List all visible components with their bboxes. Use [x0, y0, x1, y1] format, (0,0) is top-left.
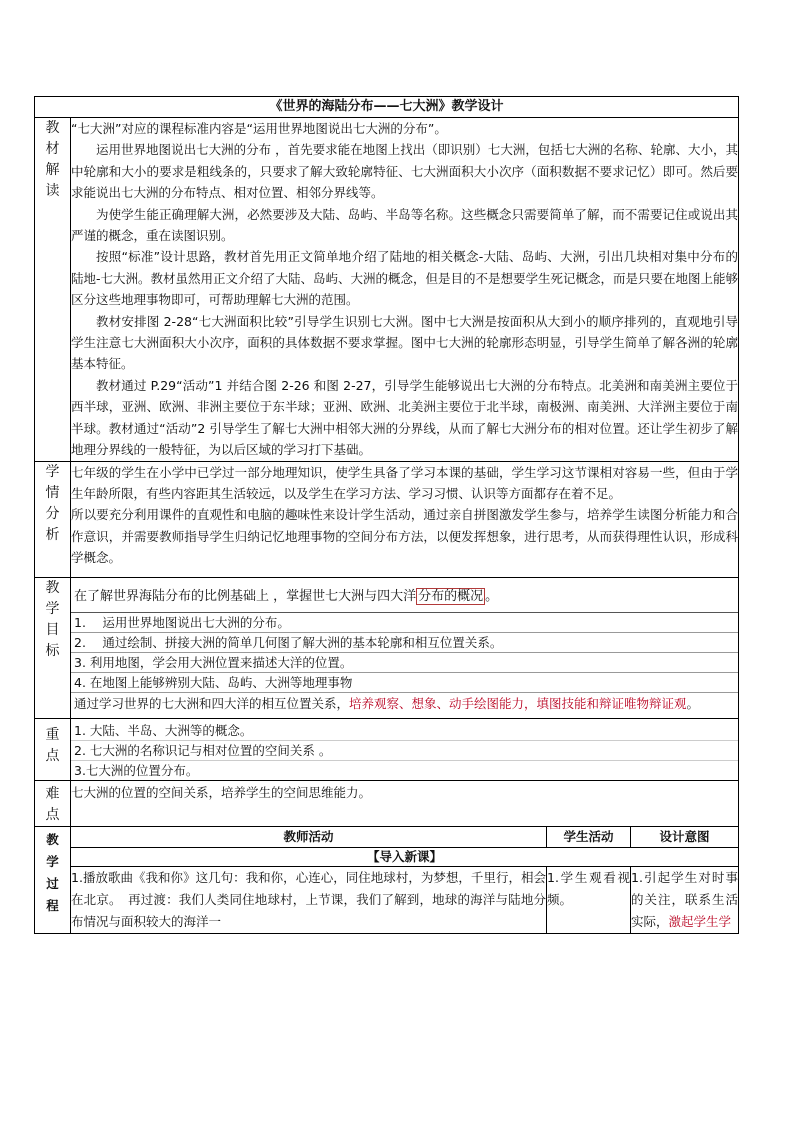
paragraph: 所以要充分利用课件的直观性和电脑的趣味性来设计学生活动，通过亲自拼图激发学生参与，培养学生读图分析能力和合作意识，并需要教师指导学生归纳记忆地理事物的空间分布方法，以便发挥想象，进行思考，从而获得理性认识，形成科学概念。 [71, 507, 739, 566]
key-points-label: 重 点 [35, 718, 71, 780]
textbook-analysis-content [71, 118, 739, 462]
process-label: 教 学 过 程 [35, 826, 71, 933]
paragraph: 教材通过 P.29“活动”1 并结合图 2-26 和图 2-27，引导学生能够说出七大洲的分布特点。北美洲和南美洲主要位于西半球，亚洲、欧洲、非洲主要位于东半球；亚洲、欧洲、北美洲主要位于北半球，南极洲、南美洲、大洋洲主要位于南半球。教材通过“活动”2 引导学生了解七大洲中相邻大洲的分界线，从而了解七大洲分布的相对位置。还让学生初步了解地理分界线的一般特征，为以后区域的学习打下基础。 [71, 377, 739, 458]
student-analysis-label: 学 情 分 析 [35, 461, 71, 577]
lesson-plan-table [34, 96, 739, 934]
paragraph: 七年级的学生在小学中已学过一部分地理知识，使学生具备了学习本课的基础，学生学习这节课相对容易一些，但由于学生年龄所限，有些内容距其生活较远，以及学生在学习方法、学习习惯、认识等方面都存在着不足。 [71, 464, 739, 501]
teacher-activity-cell: 1.播放歌曲《我和你》这几句：我和你，心连心，同住地球村，为梦想，千里行，相会在北京。 再过渡：我们人类同住地球村，上节课，我们了解到，地球的海洋与陆地分布情况与面积较大的海洋一 [71, 866, 547, 933]
key-points-content [71, 718, 739, 780]
objectives-label: 教 学 目 标 [35, 577, 71, 718]
student-analysis-row [35, 461, 739, 577]
textbook-analysis-label: 教 材 解 读 [35, 118, 71, 462]
objective-item: 3. 利用地图，学会用大洲位置来描述大洋的位置。 [71, 653, 738, 673]
ability-objective: 通过学习世界的七大洲和四大洋的相互位置关系，培养观察、想象、动手绘图能力，填图技能和辩证唯物辩证观。 [71, 692, 738, 714]
student-activity-cell: 1.学生观看视频。 [547, 866, 631, 933]
design-intent-cell: 1.引起学生对时事的关注，联系生活实际，激起学生学 [631, 866, 739, 933]
lesson-plan-page [34, 96, 737, 934]
intro-title: 【导入新课】 [71, 847, 739, 866]
title-row [35, 97, 739, 118]
objective-lead: 在了解世界海陆分布的比例基础上 ，掌握世七大洲与四大洋 分布的概况 。 [74, 588, 499, 604]
objective-list [71, 612, 738, 692]
paragraph: 运用世界地图说出七大洲的分布 ，首先要求能在地图上找出（即识别）七大洲，包括七大洲的名称、轮廓、大小，其中轮廓和大小的要求是粗线条的，只要求了解大致轮廓特征、七大洲面积大小次序（面积数据不要求记忆）即可。然后要求能说出七大洲的分布特点、相对位置、相邻分界线等。 [71, 142, 739, 201]
document-title: 《世界的海陆分布——七大洲》教学设计 [35, 97, 739, 118]
difficulties-label: 难 点 [35, 780, 71, 826]
key-point-item: 3.七大洲的位置分布。 [74, 762, 199, 778]
difficulties-content: 七大洲的位置的空间关系，培养学生的空间思维能力。 [71, 780, 739, 826]
intro-row [35, 847, 739, 866]
key-point-item: 1. 大陆、半岛、大洲等的概念。 [71, 721, 738, 741]
paragraph: 为使学生能正确理解大洲，必然要涉及大陆、岛屿、半岛等名称。这些概念只需要简单了解，而不需要记住或说出其严谨的概念，重在读图识别。 [71, 206, 739, 244]
process-step-row [35, 866, 739, 933]
paragraph: “七大洲”对应的课程标准内容是“运用世界地图说出七大洲的分布”。 [71, 121, 447, 136]
paragraph: 按照“标准”设计思路，教材首先用正文简单地介绍了陆地的相关概念-大陆、岛屿、大洲，引出几块相对集中分布的陆地-七大洲。教材虽然用正文介绍了大陆、岛屿、大洲的概念，但是目的不是想要学生死记概念，而是只要在地图上能够区分这些地理事物即可，可帮助理解七大洲的范围。 [71, 249, 739, 308]
objective-item: 1. 运用世界地图说出七大洲的分布。 [71, 613, 738, 633]
teacher-activity-header: 教师活动 [71, 826, 547, 847]
student-analysis-content [71, 461, 739, 577]
objective-item: 4. 在地图上能够辨别大陆、岛屿、大洲等地理事物 [74, 674, 353, 690]
difficulties-row [35, 780, 739, 826]
process-header-row [35, 826, 739, 847]
key-points-row [35, 718, 739, 780]
student-activity-header: 学生活动 [547, 826, 631, 847]
objectives-content [71, 577, 739, 718]
paragraph: 教材安排图 2-28“七大洲面积比较”引导学生识别七大洲。图中七大洲是按面积从大到小的顺序排列的，直观地引导学生注意七大洲面积大小次序，面积的具体数据不要求掌握。图中七大洲的轮廓形态明显，引导学生简单了解各洲的轮廓基本特征。 [71, 313, 739, 372]
design-intent-header: 设计意图 [631, 826, 739, 847]
boxed-phrase: 分布的概况 [418, 588, 484, 604]
key-point-item: 2. 七大洲的名称识记与相对位置的空间关系 。 [71, 741, 738, 761]
objective-item: 2. 通过绘制、拼接大洲的简单几何图了解大洲的基本轮廓和相互位置关系。 [71, 633, 738, 653]
textbook-analysis-row [35, 118, 739, 462]
objectives-row [35, 577, 739, 718]
